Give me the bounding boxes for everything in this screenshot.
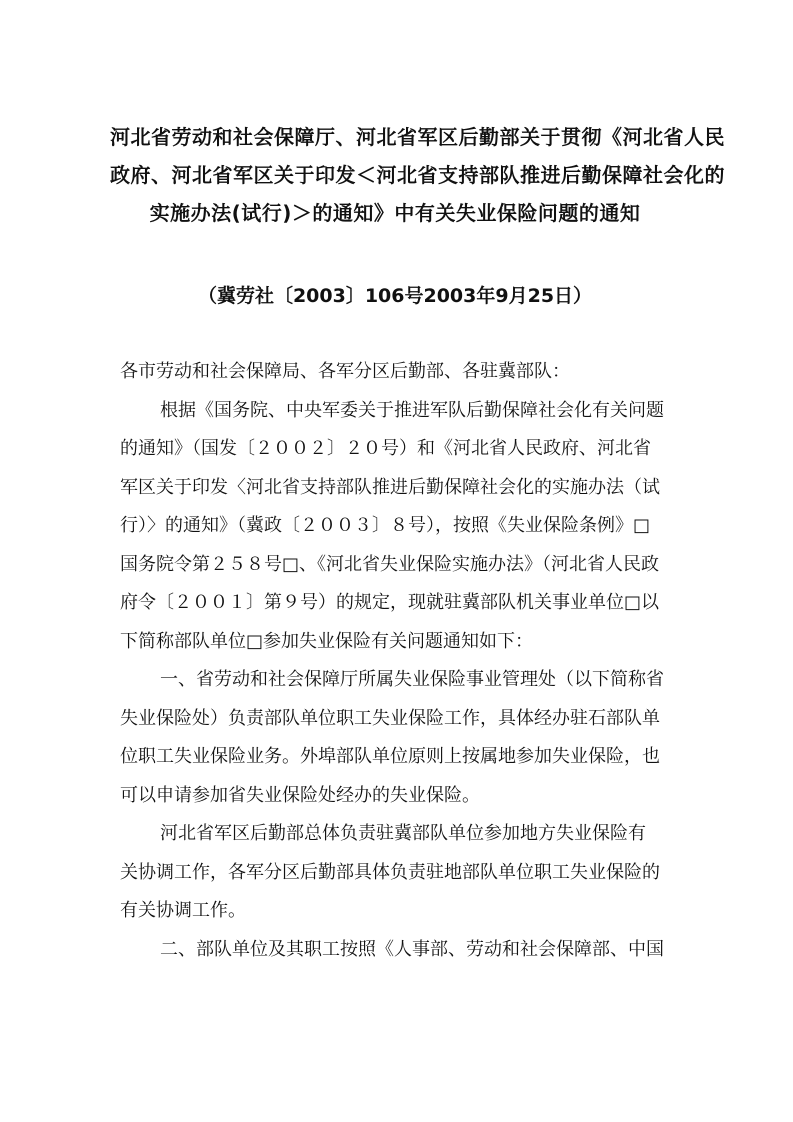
paragraph-line: 下简称部队单位□参加失业保险有关问题通知如下： — [120, 630, 534, 652]
paragraph-line: 军区关于印发〈河北省支持部队推进后勤保障社会化的实施办法（试 — [120, 476, 660, 498]
document-title — [110, 118, 725, 232]
paragraph-line: 关协调工作，各军分区后勤部具体负责驻地部队单位职工失业保险的 — [120, 861, 660, 883]
paragraph-line: 河北省军区后勤部总体负责驻冀部队单位参加地方失业保险有 — [160, 823, 646, 844]
paragraph-line: 府令〔２００１〕第９号）的规定，现就驻冀部队机关事业单位□以 — [120, 592, 660, 613]
paragraph-line: 一、省劳动和社会保障厅所属失业保险事业管理处（以下简称省 — [160, 669, 664, 690]
document-number: （冀劳社〔2003〕106号2003年9月25日） — [197, 285, 593, 307]
addressee: 各市劳动和社会保障局、各军分区后勤部、各驻冀部队： — [120, 361, 570, 382]
paragraph-line: 可以申请参加省失业保险处经办的失业保险。 — [120, 784, 480, 806]
paragraph-line: 根据《国务院、中央军委关于推进军队后勤保障社会化有关问题 — [160, 399, 664, 421]
paragraph-line: 国务院令第２５８号□、《河北省失业保险实施办法》（河北省人民政 — [120, 553, 660, 575]
paragraph-line: 有关协调工作。 — [120, 900, 246, 921]
paragraph-line: 行）〉的通知》（冀政〔２００３〕８号），按照《失业保险条例》□ — [120, 515, 651, 536]
paragraph-3 — [120, 815, 680, 931]
title-line-3: 实施办法(试行)＞的通知》中有关失业保险问题的通知 — [149, 201, 641, 225]
paragraph-line: 二、部队单位及其职工按照《人事部、劳动和社会保障部、中国 — [160, 938, 664, 960]
paragraph-line: 位职工失业保险业务。外埠部队单位原则上按属地参加失业保险，也 — [120, 746, 660, 767]
title-line-1: 河北省劳动和社会保障厅、河北省军区后勤部关于贯彻《河北省人民 — [110, 125, 725, 149]
paragraph-2 — [120, 661, 680, 815]
paragraph-line: 失业保险处）负责部队单位职工失业保险工作，具体经办驻石部队单 — [120, 707, 660, 729]
paragraph-1 — [120, 392, 680, 662]
paragraph-4 — [120, 931, 680, 970]
document-body — [120, 353, 680, 969]
paragraph-line: 的通知》（国发〔２００２〕２０号）和《河北省人民政府、河北省 — [120, 438, 651, 459]
title-line-2: 政府、河北省军区关于印发＜河北省支持部队推进后勤保障社会化的 — [110, 163, 725, 187]
